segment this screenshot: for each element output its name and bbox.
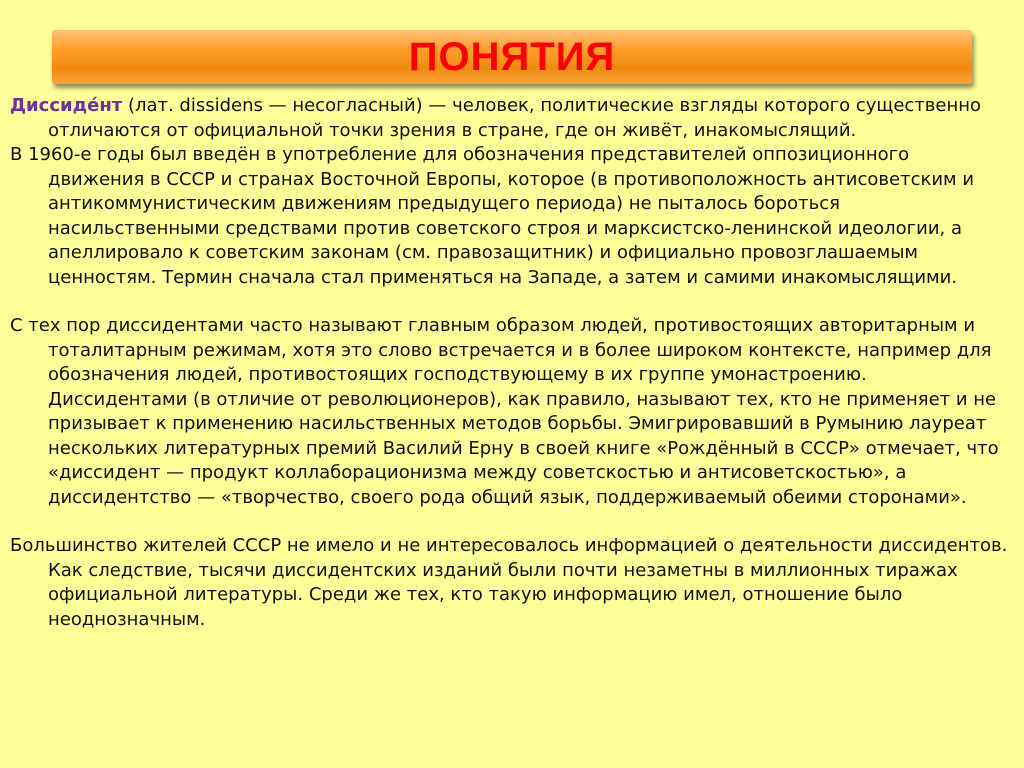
slide-body [10,94,1010,632]
definition-text: (лат. dissidens — несогласный) — человек, политические взгляды которого существенно отличаются от официальной точки зрения в стране, где он живёт, инакомыслящий. [48,95,982,141]
paragraph-spacer [10,510,1010,534]
term-dissident: Диссиде́нт [10,95,123,116]
paragraph-spacer [10,290,1010,314]
slide-title: ПОНЯТИЯ [408,35,616,79]
title-banner [52,30,972,84]
paragraph-definition [10,94,1010,143]
paragraph-1960s: В 1960-е годы был введён в употребление для обозначения представителей оппозиционного движения в СССР и странах Восточной Европы, которое (в противоположность антисоветским и антикоммунистическим движениям предыдущего периода) не пыталось бороться насильственными средствами против советского строя и марксистско-ленинской идеологии, а апеллировало к советским законам (см. правозащитник) и официально провозглашаемым ценностям. Термин сначала стал применяться на Западе, а затем и самими инакомыслящими. [10,144,975,288]
paragraph-public-awareness: Большинство жителей СССР не имело и не интересовалось информацией о деятельности диссидентов. Как следствие, тысячи диссидентских изданий были почти незаметны в миллионных тиражах официальной литературы. Среди же тех, кто такую информацию имел, отношение было неоднозначным. [10,535,1008,630]
paragraph-usage: С тех пор диссидентами часто называют главным образом людей, противостоящих авторитарным и тоталитарным режимам, хотя это слово встречается и в более широком контексте, например для обозначения людей, противостоящих господствующему в их группе умонастроению. Диссидентами (в отличие от революционеров), как правило, называют тех, кто не применяет и не призывает к применению насильственных методов борьбы. Эмигрировавший в Румынию лауреат нескольких литературных премий Василий Ерну в своей книге «Рождённый в СССР» отмечает, что «диссидент — продукт коллаборационизма между советскостью и антисоветскостью», а диссидентство — «творчество, своего рода общий язык, поддерживаемый обеими сторонами». [10,315,999,508]
